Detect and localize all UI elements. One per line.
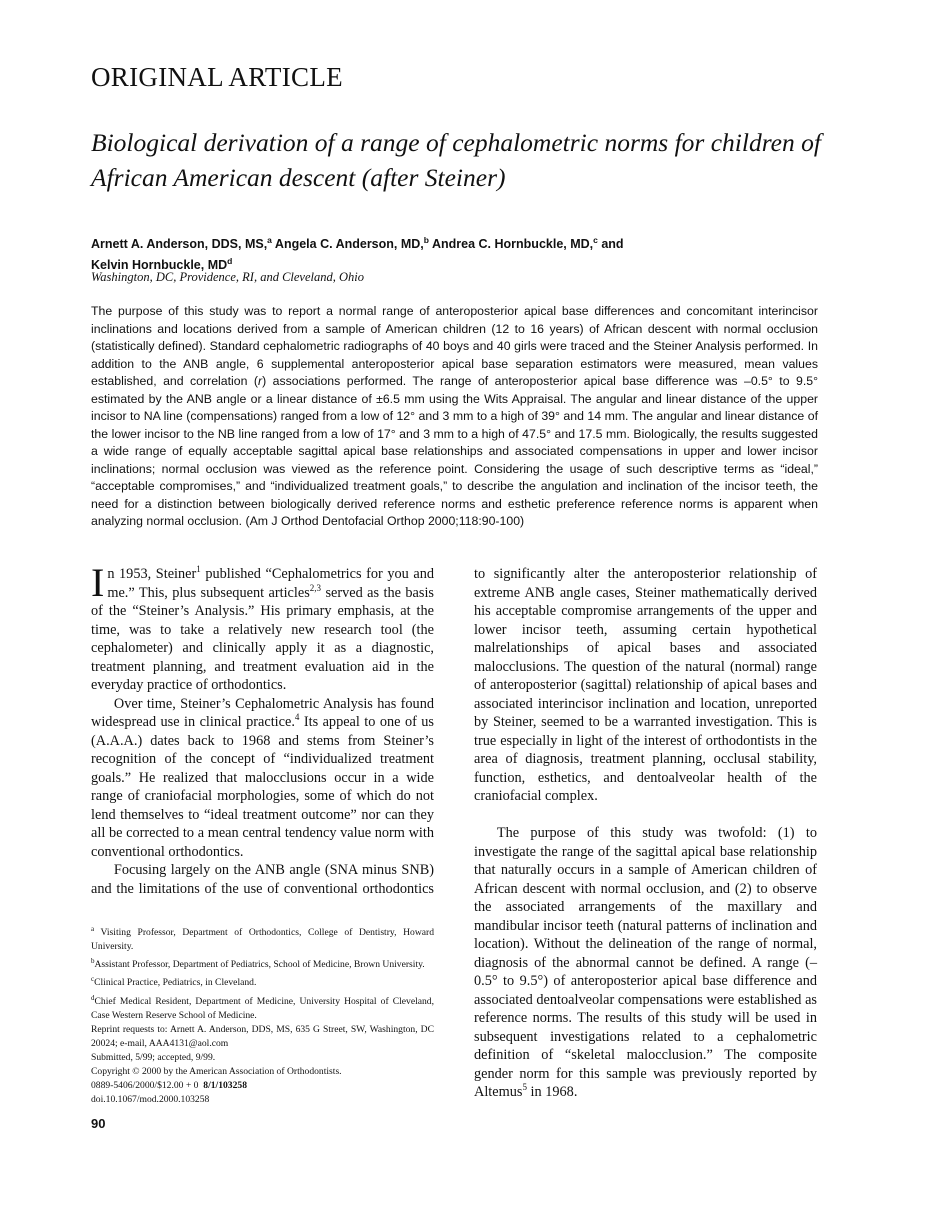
author-list <box>91 232 811 274</box>
author-name: Angela C. Anderson, MD, <box>271 237 424 252</box>
author-affiliation: Washington, DC, Providence, RI, and Cleveland, Ohio <box>91 270 364 284</box>
body-column-right <box>474 565 817 1102</box>
footnote-marker: a <box>91 925 95 933</box>
affiliation-marker: d <box>227 256 233 267</box>
footnotes <box>91 922 434 1107</box>
author-name: Kelvin Hornbuckle, MD <box>91 258 228 273</box>
footnote-marker: d <box>91 993 95 1002</box>
drop-cap: I <box>91 560 105 605</box>
paragraph-text: in 1968. <box>526 1084 578 1100</box>
paragraph-text: Over time, Steiner’s Cephalometric Analysis has found widespread use in clinical practice. <box>91 695 434 730</box>
submission-dates: Submitted, 5/99; accepted, 9/99. <box>91 1051 216 1063</box>
issn-text: 0889-5406/2000/$12.00 + 0 <box>91 1079 204 1091</box>
paragraph-text: published “Cephalometrics for you and me.” This, plus subsequent articles <box>107 566 434 601</box>
affiliation-marker: a <box>267 235 272 245</box>
body-paragraph-continued <box>474 565 817 824</box>
footnote-marker: c <box>91 975 95 984</box>
body-paragraph <box>474 824 817 1102</box>
author-name: Arnett A. Anderson, DDS, MS, <box>91 237 268 252</box>
copyright-notice: Copyright © 2000 by the American Association of Orthodontists. <box>91 1065 342 1077</box>
footnote <box>91 954 434 972</box>
author-conjunction: and <box>597 237 624 252</box>
footnote-text: Chief Medical Resident, Department of Medicine, University Hospital of Cleveland, Case Western Reserve School of Medicine. <box>91 995 434 1021</box>
citation-ref: 1 <box>196 564 201 575</box>
paragraph-text: Its appeal to one of us (A.A.A.) dates back to 1968 and stems from Steiner’s recognition of the concept of “individualized treatment goals.” He realized that malocclusions occur in a wide range of craniofacial morphologies, some of which do not lend themselves to “ideal treatment outcome” nor can they all be corrected to a mean central tendency value norm with conventional orthodontics. <box>91 714 434 860</box>
body-paragraph-split <box>91 861 434 898</box>
affiliation-marker: b <box>423 235 429 245</box>
footnote-text: Assistant Professor, Department of Pediatrics, School of Medicine, Brown University. <box>94 959 425 971</box>
doi-line: doi.10.1067/mod.2000.103258 <box>91 1093 210 1105</box>
reprint-requests: Reprint requests to: Arnett A. Anderson, DDS, MS, 635 G Street, SW, Washington, DC 20024; e-mail, AAA4131@aol.com <box>91 1023 434 1049</box>
section-label: ORIGINAL ARTICLE <box>91 62 343 92</box>
citation-ref: 4 <box>294 712 300 723</box>
footnote-text: Visiting Professor, Department of Orthodontics, College of Dentistry, Howard University. <box>91 927 434 953</box>
abstract-symbol: r <box>257 374 263 388</box>
affiliation-marker: c <box>593 235 598 245</box>
author-name: Andrea C. Hornbuckle, MD, <box>428 237 594 252</box>
page-number: 90 <box>91 1116 106 1131</box>
paragraph-text: Focusing largely on the ANB angle (SNA minus SNB) and the limitations of the use of conventional orthodontics <box>91 862 434 897</box>
article-code: 8/1/103258 <box>203 1079 247 1091</box>
footnote <box>91 972 434 990</box>
footnote <box>91 922 434 954</box>
abstract-text: ) associations performed. The range of anteroposterior apical base difference was –0.5° to 9.5° estimated by the ANB angle or a linear distance of ±6.5 mm using the Wits Appraisal. The angular and linear distance of the upper incisor to NA line (compensations) ranged from a low of 12° and 3 mm to a high of 39° and 14 mm. The angular and linear distance of the lower incisor to the NB line ranged from a low of 17° and 3 mm to a high of 47.5° and 17.5 mm. Biologically, the results suggested a wide range of equally acceptable sagittal apical base relationships and associated compensations in upper and lower incisor inclinations; normal occlusion was viewed as the reference point. Considering the usage of such descriptive terms as “ideal,” “acceptable compromises,” and “individualized treatment goals,” to describe the angulation and inclination of the incisor teeth, the need for a distinction between biologically derived reference norms and esthetic preference reference norms is apparent when analyzing normal occlusion. (Am J Orthod Dentofacial Orthop 2000;118:90-100) <box>91 374 818 528</box>
citation-ref: 5 <box>522 1082 527 1093</box>
body-column-left <box>91 560 434 898</box>
paragraph-text: The purpose of this study was twofold: (1) to investigate the range of the sagittal apical base relationship that naturally occurs in a sample of American children of African descent with normal occlusion, and (2) to observe the associated arrangements of the maxillary and mandibular incisor teeth (natural patterns of inclination and location). Without the delineation of the range of normal, diagnosis of the abnormal cannot be defined. A range (–0.5° to 9.5°) of anteroposterior apical base difference and associated dentoalveolar compensations were established as reference norms. The results of this study will be used in subsequent investigations related to a cephalometric definition of “skeletal malocclusion.” The composite gender norm for this sample was previously reported by Altemus <box>474 825 817 1100</box>
paragraph-text: n 1953, Steiner <box>107 566 197 582</box>
body-paragraph <box>91 695 434 862</box>
paragraph-text: served as the basis of the “Steiner’s Analysis.” His primary emphasis, at the time, was to take a relatively new research tool (the cephalometer) and clinically apply it as a diagnostic, treatment planning, and treatment evaluation aid in the everyday practice of orthodontics. <box>91 584 434 693</box>
footnote-text: Clinical Practice, Pediatrics, in Cleveland. <box>94 977 257 989</box>
footnote-marker: b <box>91 957 95 966</box>
body-paragraph <box>91 560 434 695</box>
issn-line <box>91 1079 434 1093</box>
footnote <box>91 991 434 1023</box>
abstract-text: The purpose of this study was to report a normal range of anteroposterior apical base differences and concomitant interincisor inclinations and locations derived from a sample of American children (12 to 16 years) of African descent with normal occlusion (statistically defined). Standard cephalometric radiographs of 40 boys and 40 girls were traced and the Steiner Analysis performed. In addition to the ANB angle, 6 supplemental anteroposterior apical base separation estimators were measured, mean values established, and correlation ( <box>91 304 818 388</box>
article-title: Biological derivation of a range of cephalometric norms for children of African American descent (after Steiner) <box>91 128 821 192</box>
paragraph-text: to significantly alter the anteroposterior relationship of extreme ANB angle cases, Steiner mathematically derived his acceptable compromise arrangements of the upper and lower incisor teeth, assuming certain hypothetical malrelationships of apical bases and associated malocclusions. The question of the natural (normal) range of anteroposterior (sagittal) relationship of apical bases and associated interincisor inclination and location, unreported by Steiner, seemed to be a warranted investigation. This is true especially in light of the interest of orthodontists in the area of diagnosis, treatment planning, occlusal stability, function, esthetics, and dentoalveolar health of the craniofacial complex. <box>474 566 817 804</box>
abstract <box>91 303 818 531</box>
citation-ref: 2,3 <box>309 582 322 593</box>
